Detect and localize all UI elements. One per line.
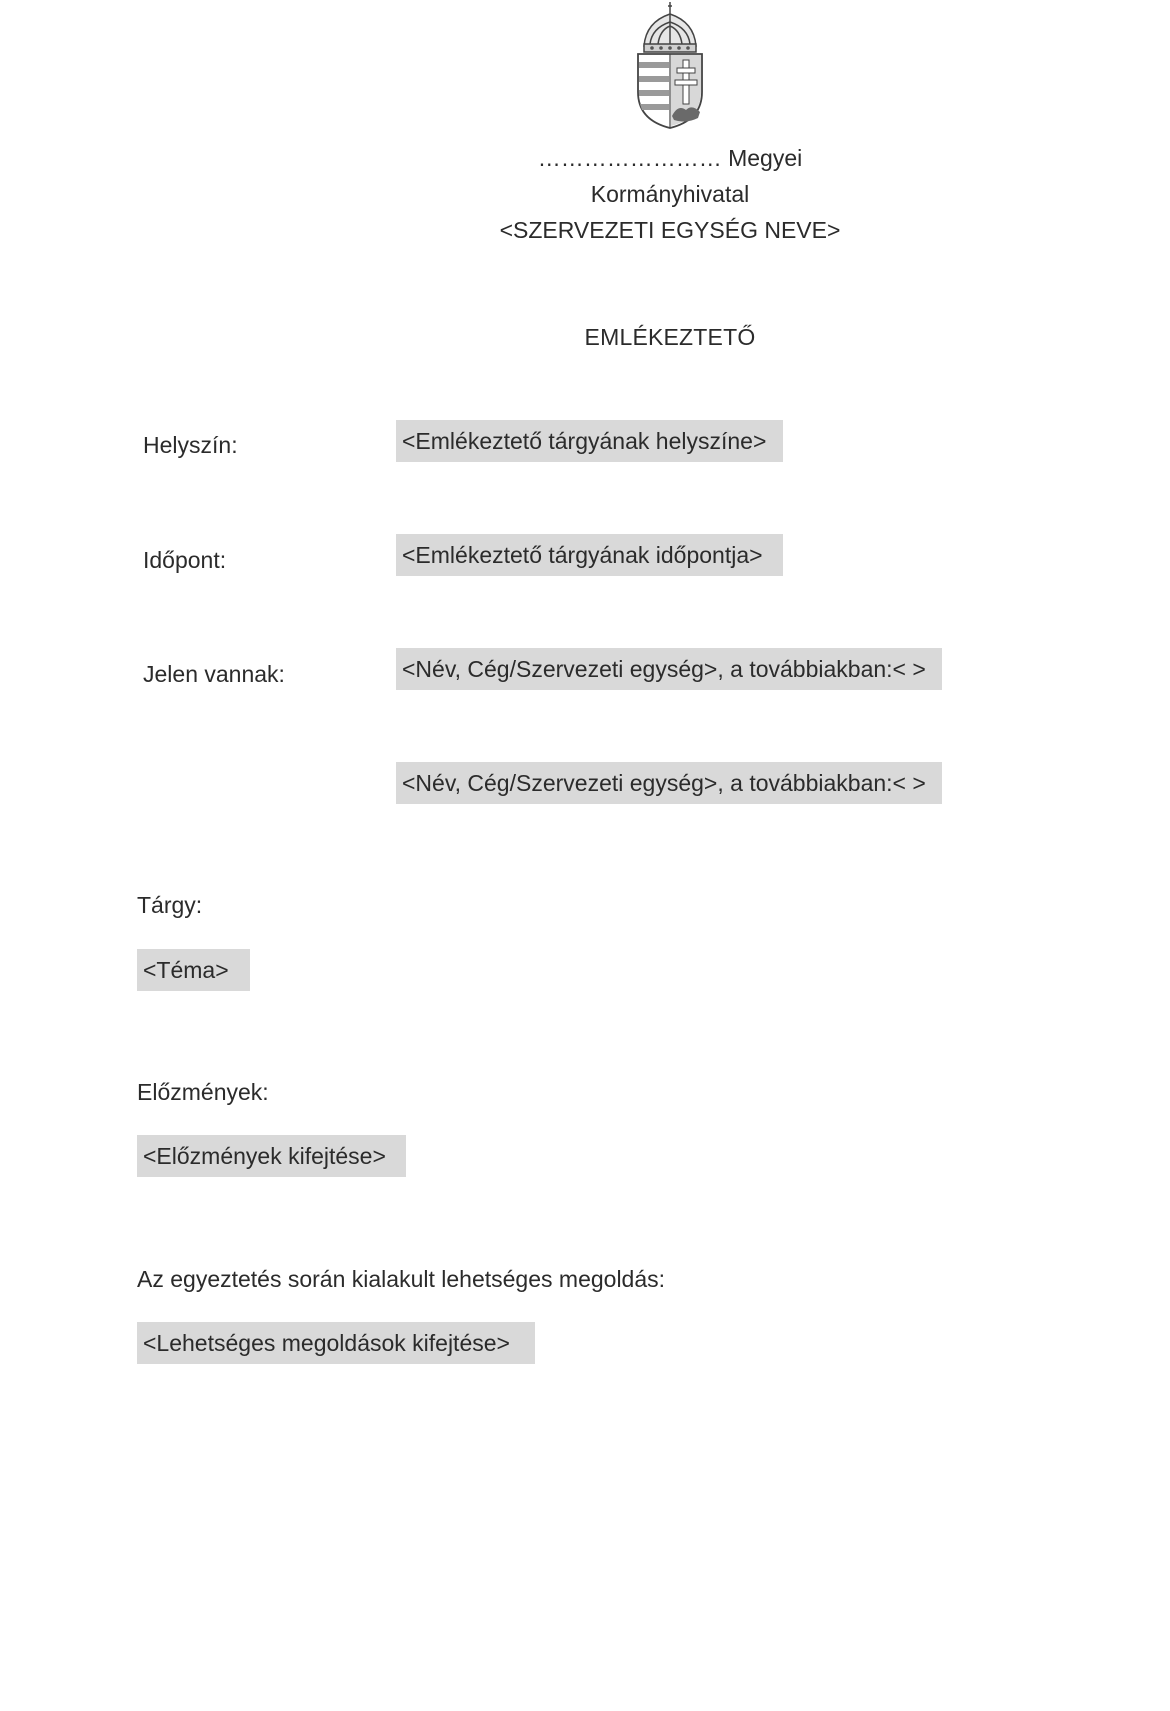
subject-label: Tárgy:	[137, 892, 203, 918]
time-field[interactable]: <Emlékeztető tárgyának időpontja>	[396, 534, 783, 576]
attendee-field-2[interactable]: <Név, Cég/Szervezeti egység>, a továbbiakban:< >	[396, 762, 942, 804]
attendees-label: Jelen vannak:	[143, 661, 285, 687]
attendee-field-1[interactable]: <Név, Cég/Szervezeti egység>, a továbbiakban:< >	[396, 648, 942, 690]
coat-of-arms-icon	[632, 0, 708, 130]
solution-field[interactable]: <Lehetséges megoldások kifejtése>	[137, 1322, 535, 1364]
background-field[interactable]: <Előzmények kifejtése>	[137, 1135, 406, 1177]
solution-label: Az egyeztetés során kialakult lehetséges megoldás:	[137, 1266, 666, 1292]
county-name-line: …………………… Megyei	[537, 145, 803, 171]
office-name-line: Kormányhivatal	[590, 181, 750, 207]
subject-field[interactable]: <Téma>	[137, 949, 250, 991]
document-title: EMLÉKEZTETŐ	[584, 324, 756, 350]
location-label: Helyszín:	[143, 432, 238, 458]
background-label: Előzmények:	[137, 1079, 269, 1105]
time-label: Időpont:	[143, 547, 227, 573]
location-field[interactable]: <Emlékeztető tárgyának helyszíne>	[396, 420, 783, 462]
organizational-unit-line: <SZERVEZETI EGYSÉG NEVE>	[499, 217, 841, 243]
